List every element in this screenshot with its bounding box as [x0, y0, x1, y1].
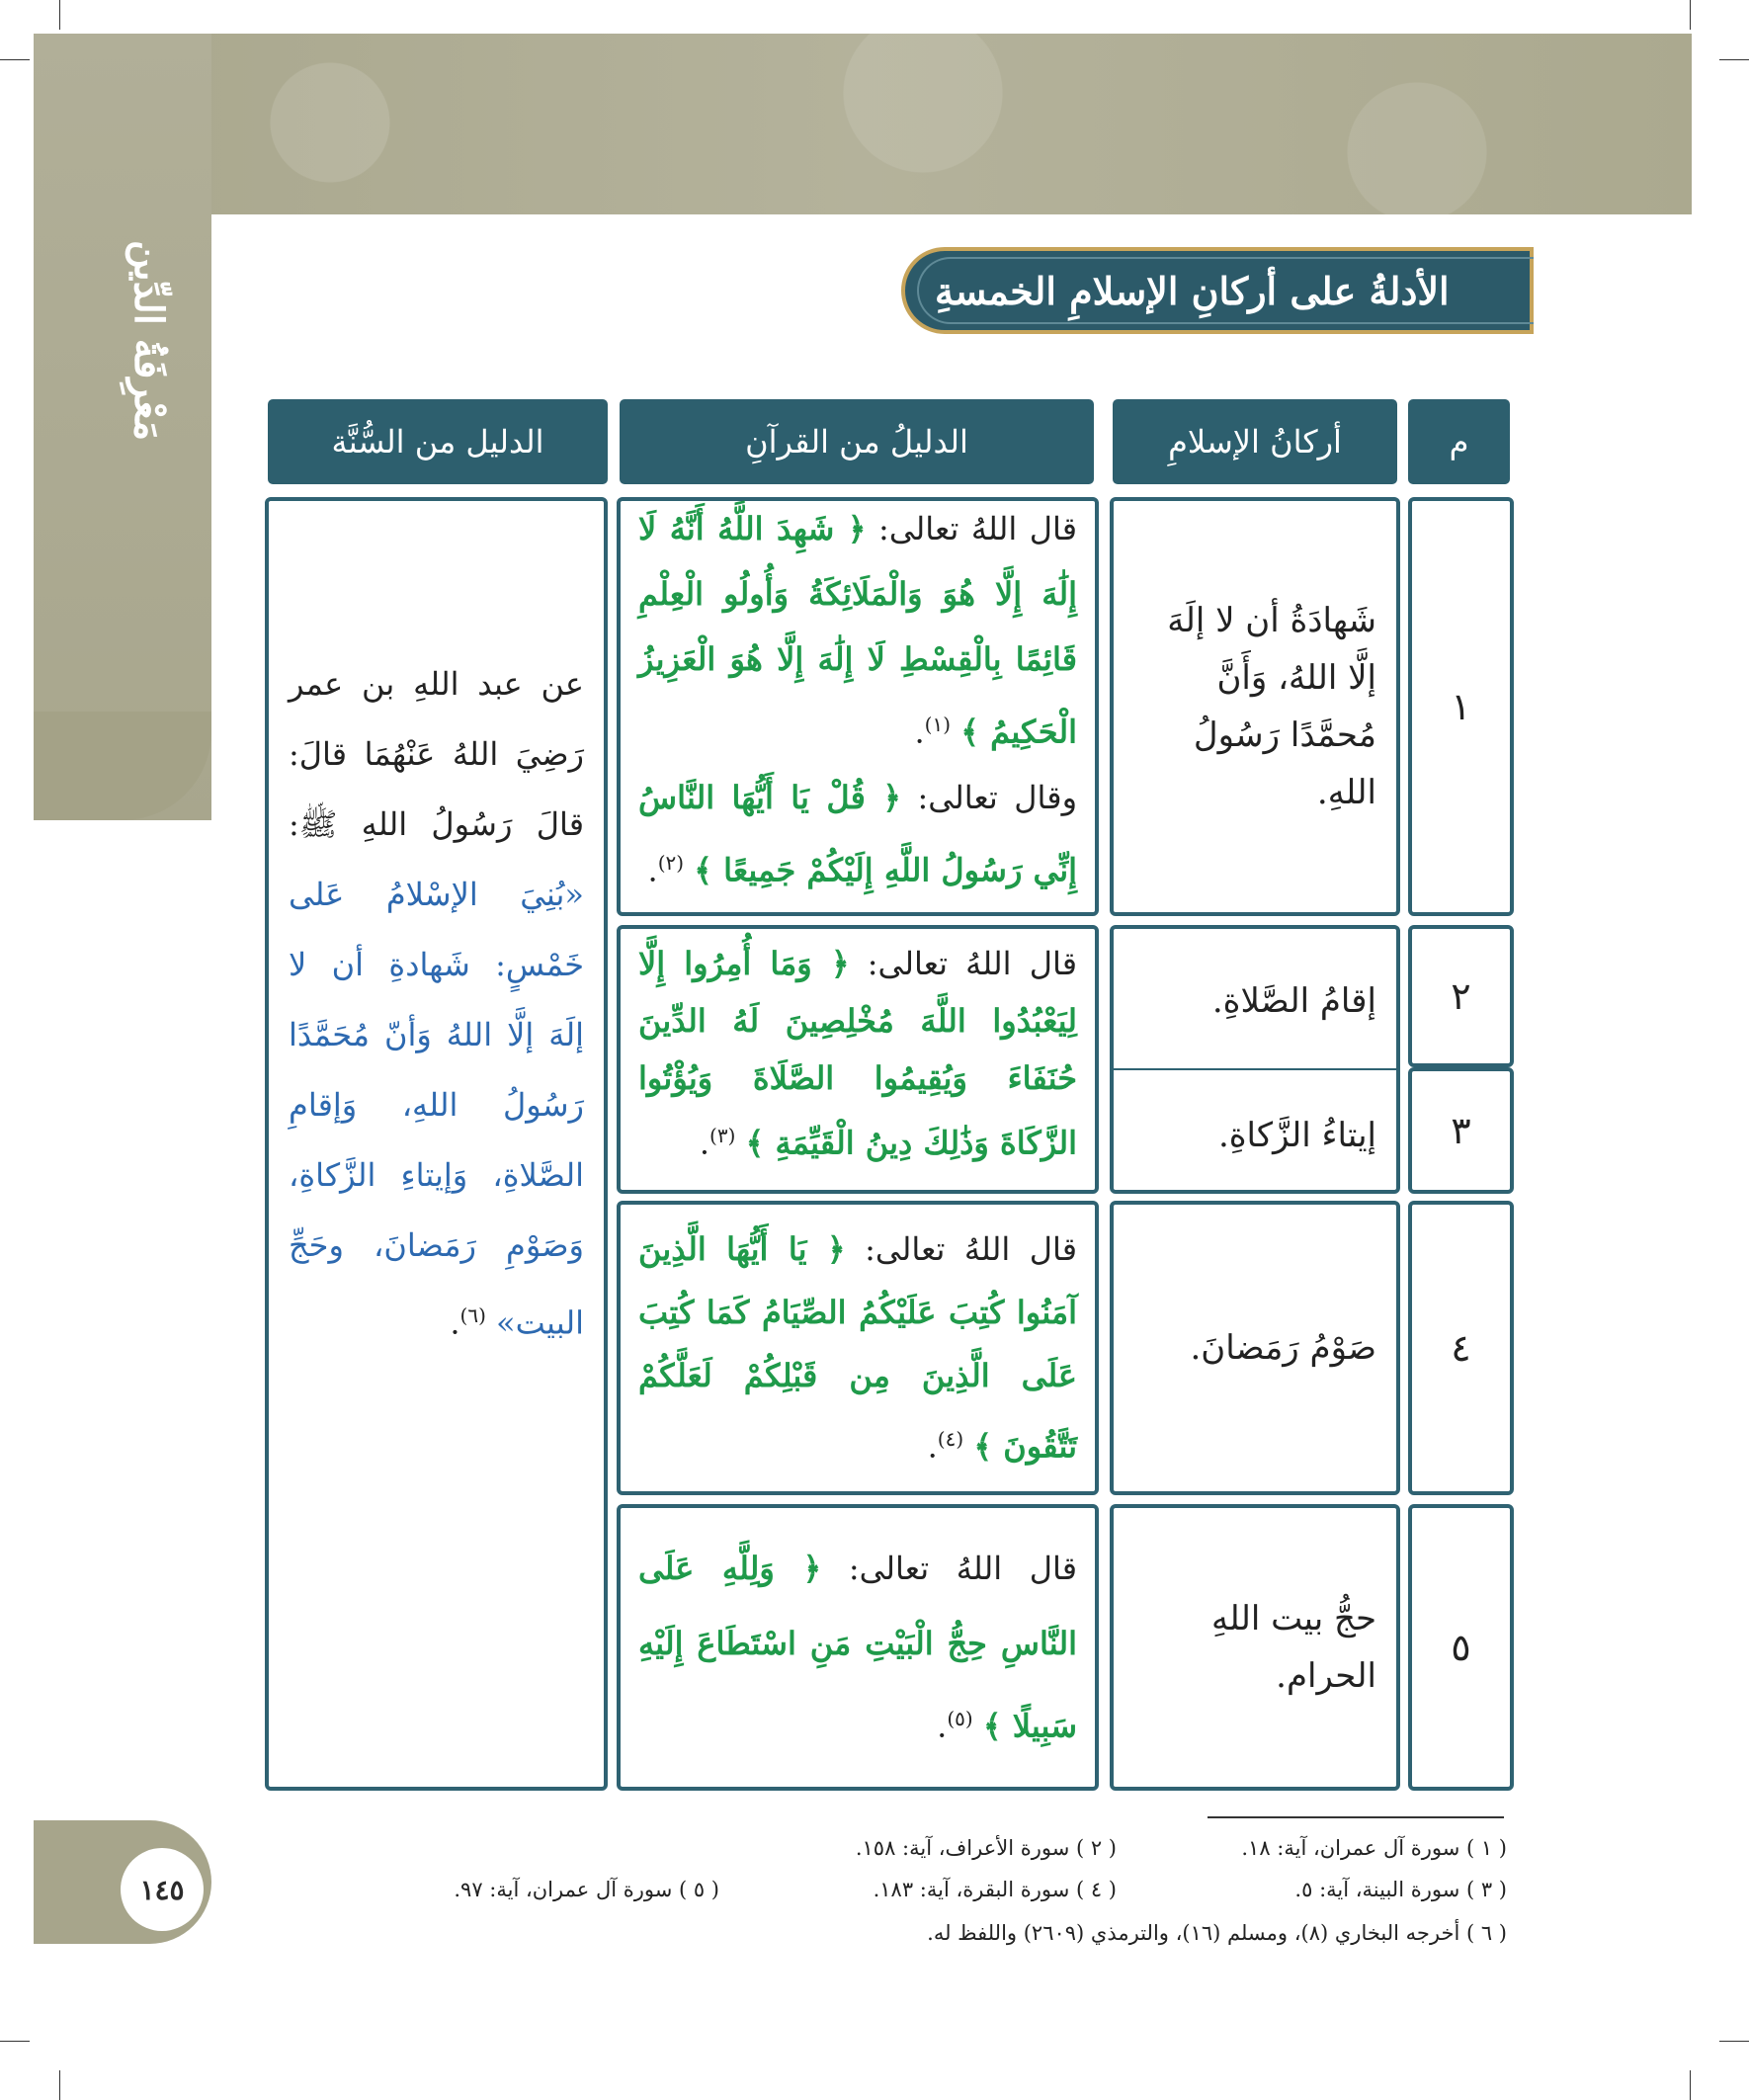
heading-banner — [901, 247, 1534, 334]
footnote-6: ( ٦ ) أخرجه البخاري (٨)، ومسلم (١٦)، والترمذي (٢٦٠٩) واللفظ له. — [927, 1921, 1507, 1945]
row4-quran — [621, 1198, 1095, 1498]
sunnah-hadith: «بُنِيَ الإسْلامُ عَلى خَمْسٍ: شَهادةِ أن لا إلَهَ إلَّا اللهُ وَأنّ مُحَمَّدًا رَسُولُ اللهِ، وَإقامِ الصَّلاةِ، وَإيتاءِ الزَّكاةِ، وَصَوْمِ رَمَضانَ، وحَجِّ البيت» — [289, 876, 584, 1342]
crop-mark — [1690, 0, 1691, 30]
row4-quran-cell — [617, 1201, 1099, 1495]
row2-quran-verse: ﴿ وَمَا أُمِرُوا إِلَّا لِيَعْبُدُوا اللَّهَ مُخْلِصِينَ لَهُ الدِّينَ حُنَفَاءَ وَيُقِيمُوا الصَّلَاةَ وَيُؤْتُوا الزَّكَاةَ وَذَٰلِكَ دِينُ الْقَيِّمَةِ ﴾ — [638, 945, 1077, 1162]
row1-pillar: شَهادَةُ أن لا إلَهَ إلَّا اللهُ، وَأَنَّ مُحمَّدًا رَسُولُ اللهِ. — [1167, 601, 1376, 812]
row1-quran-footnote2: (٢) — [657, 851, 685, 875]
row5-num-cell — [1408, 1504, 1514, 1791]
sunnah-footnote: (٦) — [459, 1303, 486, 1327]
row4-num: ٤ — [1451, 1326, 1471, 1370]
row5-pillar: حجُّ بيت اللهِ الحرام. — [1211, 1599, 1376, 1696]
row1-quran-footnote: (١) — [924, 713, 952, 737]
row1-quran-intro2: وقال تعالى: — [917, 779, 1078, 816]
footnote-4: ( ٤ ) سورة البقرة، آية: ١٨٣. — [873, 1878, 1117, 1901]
top-decorative-band — [34, 34, 1692, 214]
header-num: م — [1408, 399, 1510, 484]
row2-quran-cell — [617, 925, 1099, 1194]
row4-quran-intro: قال اللهُ تعالى: — [865, 1230, 1078, 1269]
row2-quran-intro: قال اللهُ تعالى: — [867, 945, 1077, 983]
crop-mark — [0, 2041, 30, 2042]
sunnah-intro: عن عبد اللهِ بن عمر رَضِيَ اللهُ عَنْهُمَا قالَ: قالَ رَسُولُ اللهِ ﷺ: — [289, 665, 584, 843]
row4-quran-footnote: (٤) — [937, 1427, 964, 1452]
header-pillars: أركانُ الإسلامِ — [1113, 399, 1397, 484]
row5-quran-period: . — [937, 1707, 948, 1745]
row2-num: ٢ — [1451, 974, 1471, 1018]
row1-quran-intro: قال اللهُ تعالى: — [878, 510, 1078, 548]
header-sunnah: الدليل من السُّنَّة — [268, 399, 608, 484]
row4-quran-period: . — [927, 1427, 938, 1466]
footnote-rule — [1208, 1816, 1504, 1818]
footnote-1: ( ١ ) سورة آل عمران، آية: ١٨. — [1241, 1836, 1507, 1860]
row4-quran-verse: ﴿ يَا أَيُّهَا الَّذِينَ آمَنُوا كُتِبَ عَلَيْكُمُ الصِّيَامُ كَمَا كُتِبَ عَلَى الَّذِينَ مِن قَبْلِكُمْ لَعَلَّكُمْ تَتَّقُونَ ﴾ — [638, 1230, 1077, 1466]
row4-pillar-cell — [1110, 1201, 1400, 1495]
row1-quran-cell — [617, 497, 1099, 916]
page-title: الأدلةُ على أركانِ الإسلامِ الخمسةِ — [935, 268, 1450, 313]
row2-quran-footnote: (٣) — [709, 1124, 736, 1148]
row5-quran-cell — [617, 1504, 1099, 1791]
row1-quran — [621, 490, 1095, 922]
crop-mark — [1719, 59, 1749, 60]
sunnah-text — [269, 639, 604, 1369]
crop-mark — [0, 59, 30, 60]
crop-mark — [1690, 2070, 1691, 2100]
crop-mark — [59, 2070, 60, 2100]
row2-quran — [621, 927, 1095, 1192]
row4-num-cell — [1408, 1201, 1514, 1495]
sunnah-cell — [265, 497, 608, 1791]
row2-num-cell — [1408, 925, 1514, 1067]
sunnah-period: . — [450, 1303, 460, 1342]
row3-pillar: إيتاءُ الزَّكاةِ. — [1217, 1116, 1376, 1155]
row1-pillar-cell — [1110, 497, 1400, 916]
row1-quran-verse: ﴿ شَهِدَ اللَّهُ أَنَّهُ لَا إِلَٰهَ إِلَّا هُوَ وَالْمَلَائِكَةُ وَأُولُو الْعِلْمِ قَائِمًا بِالْقِسْطِ لَا إِلَٰهَ إِلَّا هُوَ الْعَزِيزُ الْحَكِيمُ ﴾ — [638, 510, 1077, 751]
row1-quran-period: . — [914, 714, 925, 751]
row5-quran-footnote: (٥) — [947, 1707, 973, 1731]
row5-quran-verse: ﴿ وَلِلَّهِ عَلَى النَّاسِ حِجُّ الْبَيْتِ مَنِ اسْتَطَاعَ إِلَيْهِ سَبِيلًا ﴾ — [638, 1550, 1077, 1745]
row2-3-divider — [1112, 1068, 1397, 1070]
row1-num: ١ — [1451, 685, 1471, 728]
footnote-3: ( ٣ ) سورة البينة، آية: ٥. — [1294, 1878, 1507, 1901]
row4-pillar: صَوْمُ رَمَضانَ. — [1190, 1328, 1376, 1368]
row2-pillar: إقامُ الصَّلاةِ. — [1211, 981, 1376, 1021]
row5-quran-intro: قال اللهُ تعالى: — [848, 1550, 1078, 1588]
row2-quran-period: . — [699, 1124, 710, 1162]
row5-pillar-cell — [1110, 1504, 1400, 1791]
row1-quran-verse2: ﴿ قُلْ يَا أَيُّهَا النَّاسُ إِنِّي رَسُولُ اللَّهِ إِلَيْكُمْ جَمِيعًا ﴾ — [638, 779, 1077, 889]
row2-3-pillar-cell — [1110, 925, 1400, 1194]
crop-mark — [1719, 2041, 1749, 2042]
section-title-vertical: مَعْرِفَةُ الدِّين — [125, 240, 172, 442]
page-number: ١٤٥ — [124, 1851, 201, 1928]
header-quran: الدليلُ من القرآنِ — [620, 399, 1094, 484]
side-lower-area — [34, 820, 211, 1947]
row5-quran — [621, 1511, 1095, 1784]
footnote-5: ( ٥ ) سورة آل عمران، آية: ٩٧. — [454, 1878, 719, 1901]
row3-num-cell — [1408, 1067, 1514, 1194]
row3-num: ٣ — [1451, 1109, 1471, 1152]
row1-quran-period2: . — [647, 851, 658, 889]
row1-num-cell — [1408, 497, 1514, 916]
footnote-2: ( ٢ ) سورة الأعراف، آية: ١٥٨. — [855, 1836, 1117, 1860]
crop-mark — [59, 0, 60, 30]
row5-num: ٥ — [1451, 1626, 1471, 1669]
